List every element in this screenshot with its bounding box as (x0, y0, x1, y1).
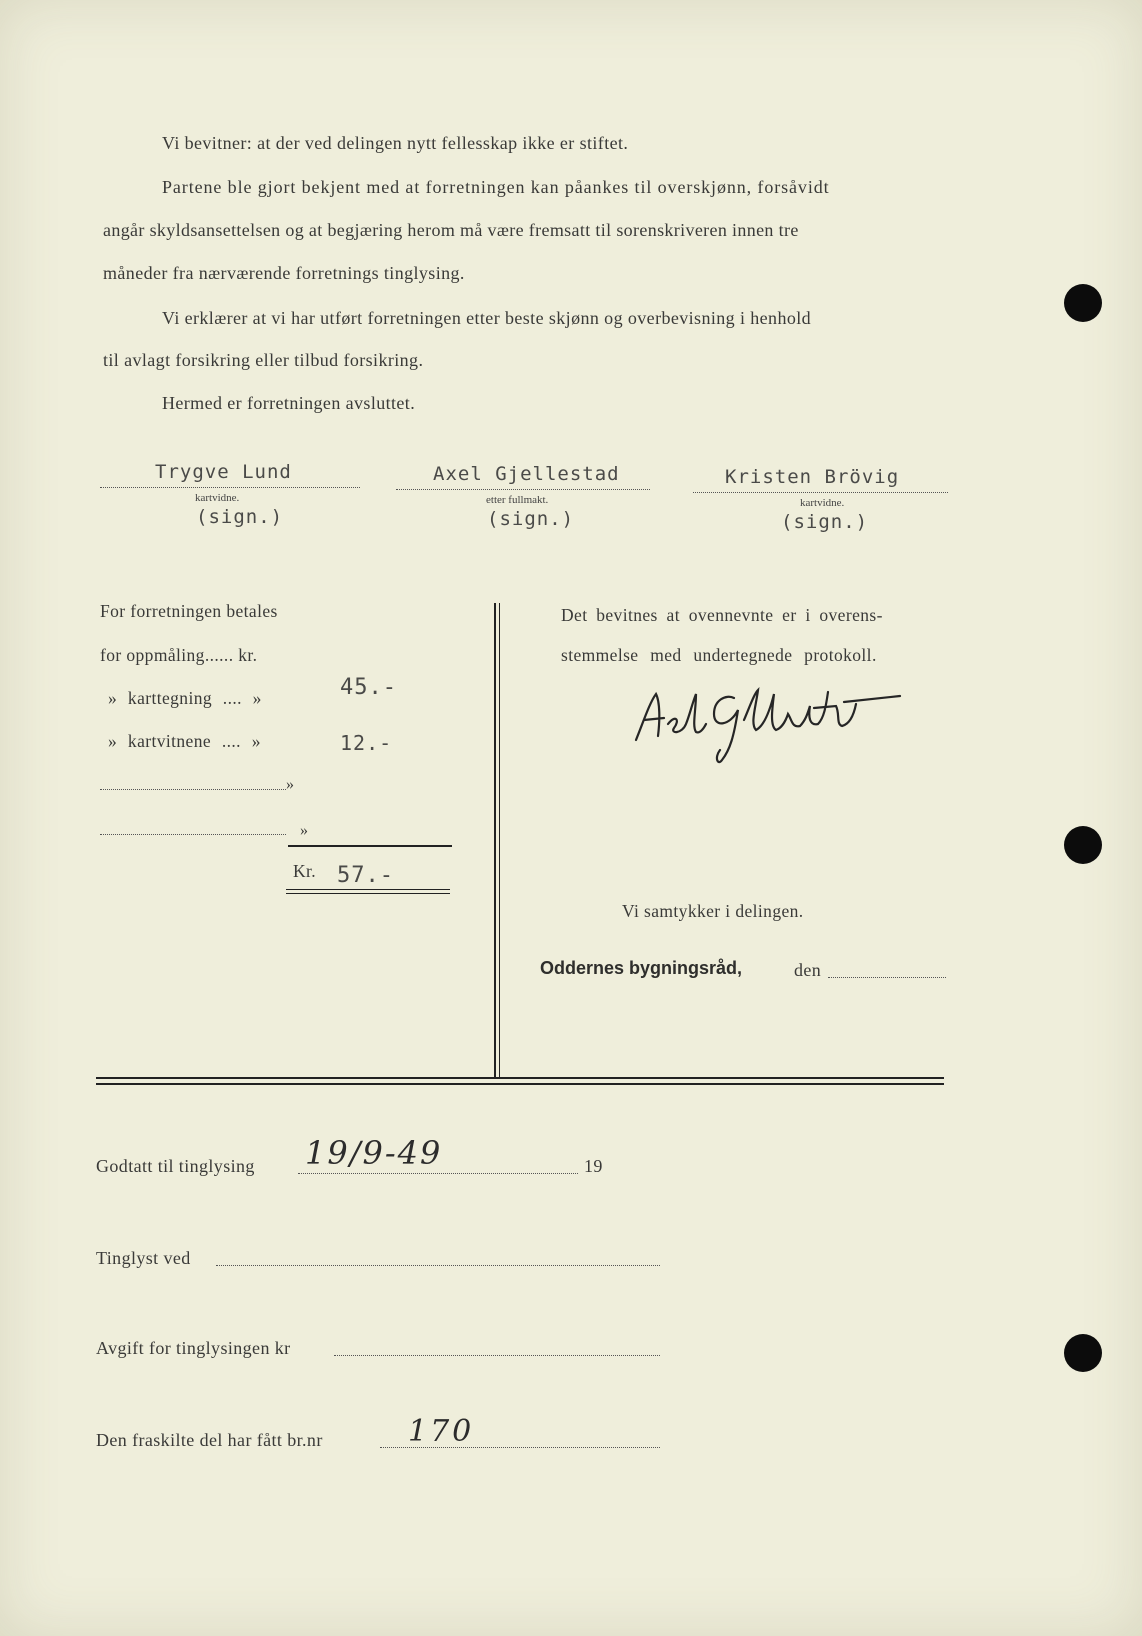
registry-avgift-label: Avgift for tinglysingen kr (96, 1338, 291, 1358)
intro-line-2: Partene ble gjort bekjent med at forretningen kan påankes til overskjønn, forsåvidt (162, 177, 830, 197)
column-divider-left (494, 603, 496, 1078)
intro-line-3: angår skyldsansettelsen og at begjæring herom må være fremsatt til sorenskriveren innen tre (103, 220, 799, 240)
council-name: Oddernes bygningsråd, (540, 958, 743, 978)
registry-tinglyst-line (216, 1265, 660, 1266)
signature-role-1: kartvidne. (195, 492, 240, 504)
fees-total-rule-2 (286, 893, 450, 894)
consent-text: Vi samtykker i delingen. (622, 901, 804, 921)
fees-blank-line-1 (100, 789, 286, 790)
section-rule-bottom (96, 1083, 944, 1085)
signature-name-2: Axel Gjellestad (433, 463, 620, 485)
fees-heading: For forretningen betales (100, 601, 278, 621)
cert-line-2: stemmelse med undertegnede protokoll. (561, 645, 877, 665)
fees-value-kartvitnene: 12.- (340, 731, 393, 755)
signature-role-2: etter fullmakt. (486, 494, 549, 506)
signature-name-3: Kristen Brövig (725, 466, 900, 488)
registry-year-prefix: 19 (584, 1156, 603, 1176)
fees-blank-line-2 (100, 834, 286, 835)
fees-total-rule-1 (286, 889, 450, 890)
signature-line-3 (693, 492, 948, 493)
registry-avgift-line (334, 1355, 660, 1356)
registry-brnr-value: 170 (408, 1414, 475, 1449)
council-date-line (828, 977, 946, 978)
punch-hole-bottom (1064, 1334, 1102, 1372)
fees-value-karttegning: 45.- (340, 675, 397, 700)
cert-handwritten-signature (630, 680, 930, 770)
fees-total-label: Kr. (293, 861, 317, 881)
fees-sum-rule (288, 845, 452, 847)
fees-row-oppmaling: for oppmåling...... kr. (100, 645, 258, 665)
signature-name-1: Trygve Lund (155, 461, 292, 483)
punch-hole-top (1064, 284, 1102, 322)
registry-tinglyst-label: Tinglyst ved (96, 1248, 191, 1268)
fees-blank-mark-2: » (300, 822, 309, 839)
registry-brnr-line (380, 1447, 660, 1448)
registry-godtatt-date: 19/9-49 (305, 1134, 443, 1172)
signature-sign-1: (sign.) (196, 506, 284, 528)
signature-sign-3: (sign.) (781, 511, 869, 533)
punch-hole-middle (1064, 826, 1102, 864)
cert-line-1: Det bevitnes at ovennevnte er i overens- (561, 605, 883, 625)
intro-line-5: Vi erklærer at vi har utført forretningen etter beste skjønn og overbevisning i henhold (162, 308, 812, 328)
intro-line-6: til avlagt forsikring eller tilbud forsikring. (103, 350, 424, 370)
fees-blank-mark-1: » (286, 776, 295, 793)
registry-godtatt-line (298, 1173, 578, 1174)
signature-line-2 (396, 489, 650, 490)
signature-line-1 (100, 487, 360, 488)
fees-row-kartvitnene: » kartvitnene .... » (108, 731, 261, 751)
signature-role-3: kartvidne. (800, 497, 845, 509)
fees-total-value: 57.- (337, 863, 394, 888)
council-den: den (794, 960, 822, 980)
registry-godtatt-label: Godtatt til tinglysing (96, 1156, 255, 1176)
intro-line-4: måneder fra nærværende forretnings tinglysing. (103, 263, 465, 283)
fees-row-karttegning: » karttegning .... » (108, 688, 262, 708)
signature-sign-2: (sign.) (487, 508, 575, 530)
registry-brnr-label: Den fraskilte del har fått br.nr (96, 1430, 323, 1450)
intro-line-7: Hermed er forretningen avsluttet. (162, 393, 416, 413)
intro-line-1: Vi bevitner: at der ved delingen nytt fellesskap ikke er stiftet. (162, 133, 629, 153)
column-divider-right (499, 603, 500, 1078)
section-rule-top (96, 1077, 944, 1079)
